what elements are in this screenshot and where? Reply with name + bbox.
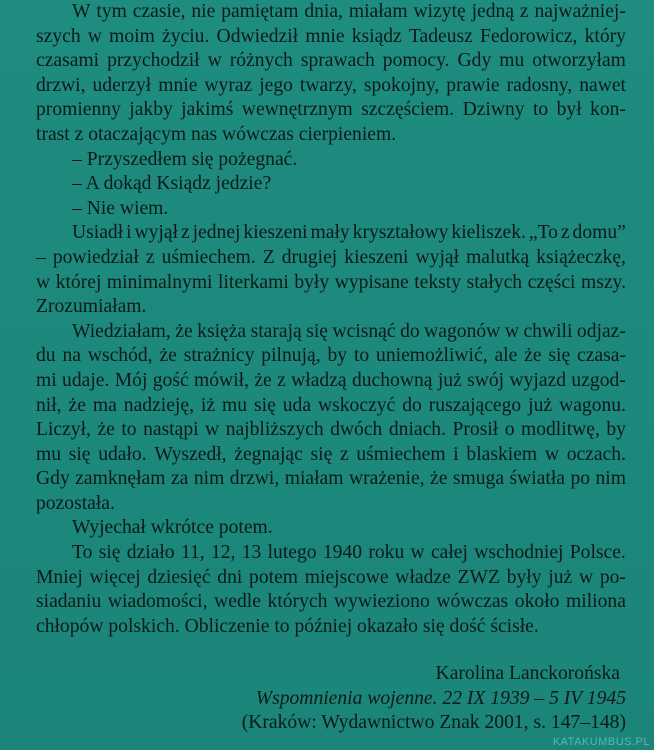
excerpt-text	[36, 0, 626, 639]
text-line: czasami przychodził w różnych sprawach pomocy. Gdy mu otworzyłam	[36, 50, 626, 72]
text-line: szych w moim życiu. Odwiedził mnie ksiądz Tadeusz Fedorowicz, który	[36, 25, 626, 47]
text-line: – Przyszedłem się pożegnać.	[72, 148, 298, 170]
book-title: Wspomnienia wojenne. 22 IX 1939 – 5 IV 1945	[255, 687, 626, 709]
text-line: Zrozumiałam.	[36, 296, 147, 318]
text-line: W tym czasie, nie pamiętam dnia, miałam wizytę jedną z najważniej-	[72, 1, 626, 22]
text-line: drzwi, uderzył mnie wyraz jego twarzy, spokojny, prawie radosny, nawet	[36, 74, 626, 96]
text-line: du na wschód, że strażnicy pilnują, by to uniemożliwić, ale że się czasa-	[36, 345, 626, 367]
text-line: – A dokąd Ksiądz jedzie?	[72, 173, 272, 195]
text-line: To się działo 11, 12, 13 lutego 1940 roku w całej wschodniej Polsce.	[72, 542, 626, 564]
text-line: Mniej więcej dziesięć dni potem miejscowe władze ZWZ były już w po-	[36, 566, 626, 588]
author-name: Karolina Lanckorońska	[435, 663, 620, 684]
text-line: Wiedziałam, że księża starają się wcisnąć do wagonów w chwili odjaz-	[72, 320, 626, 342]
text-line: nił, że ma nadzieję, iż mu się uda wskoczyć do ruszającego już wagonu.	[36, 394, 626, 416]
text-line: trast z otaczającym nas wówczas cierpieniem.	[36, 123, 397, 145]
text-line: Liczył, że to nastąpi w najbliższych dwóch dniach. Prosił o modlitwę, by	[36, 419, 626, 441]
text-line: Gdy zamknęłam za nim drzwi, miałam wrażenie, że smuga światła po nim	[36, 468, 626, 490]
watermark: KATAKUMBUS.PL	[552, 736, 650, 748]
text-line: w której minimalnymi literkami były wypisane teksty stałych części mszy.	[36, 271, 626, 293]
text-line: mi udaje. Mój gość mówił, że z władzą duchowną już swój wyjazd uzgod-	[36, 369, 626, 391]
citation	[242, 662, 626, 736]
text-line: pozostała.	[36, 492, 115, 514]
text-line: siadaniu wiadomości, wedle których wywieziono wówczas około miliona	[36, 591, 626, 613]
text-line: chłopów polskich. Obliczenie to później okazało się dość ścisłe.	[36, 615, 539, 637]
text-line: Usiadł i wyjął z jednej kieszeni mały kryształowy kieliszek. „To z domu”	[72, 222, 626, 244]
text-line: mu się udało. Wyszedł, żegnając się z uśmiechem i blaskiem w oczach.	[36, 443, 626, 465]
text-line: promienny jakby jakimś wewnętrznym szczęściem. Dziwny to był kon-	[36, 99, 626, 121]
text-line: – powiedział z uśmiechem. Z drugiej kieszeni wyjął malutką książeczkę,	[36, 246, 626, 268]
publisher-info: (Kraków: Wydawnictwo Znak 2001, s. 147–148)	[241, 712, 626, 734]
text-line: – Nie wiem.	[72, 197, 169, 219]
text-line: Wyjechał wkrótce potem.	[72, 517, 273, 539]
